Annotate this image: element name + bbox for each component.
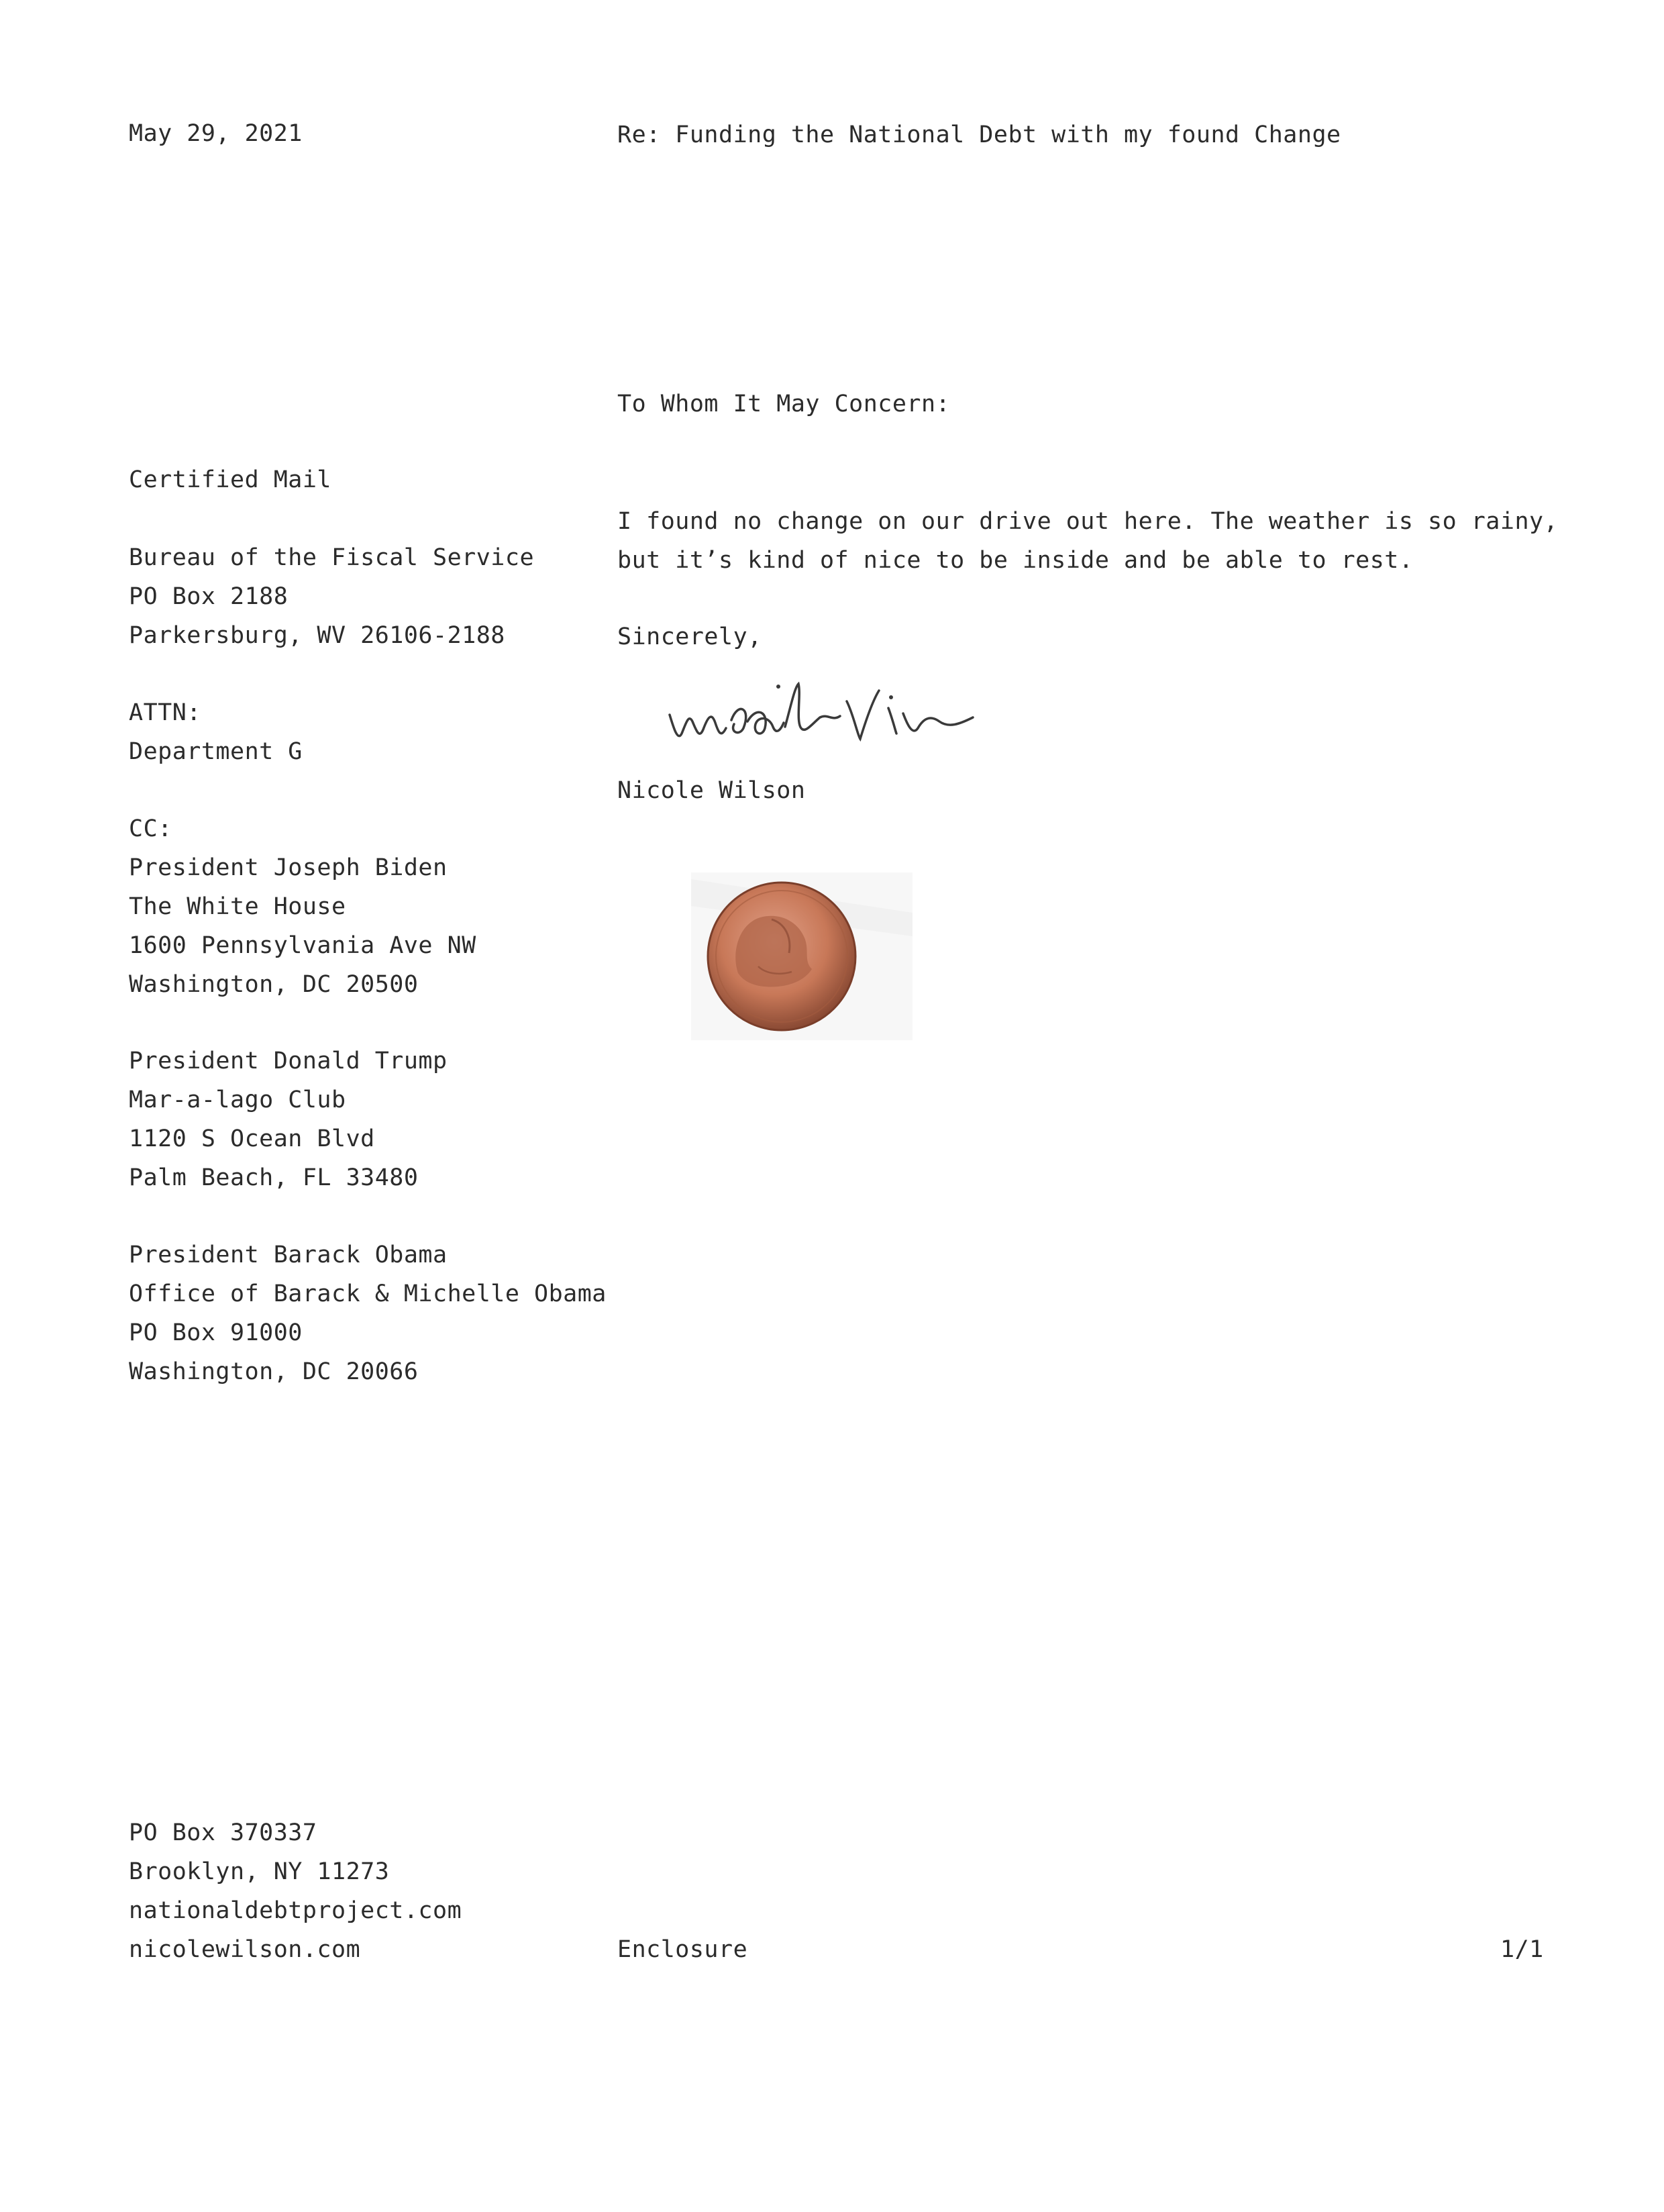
- page-number: 1/1: [1500, 1936, 1544, 1963]
- recipient-address-line: PO Box 2188: [129, 583, 289, 610]
- letter-date: May 29, 2021: [129, 120, 303, 147]
- recipient-address: [129, 538, 534, 655]
- cc-line: Mar-a-lago Club: [129, 1087, 346, 1113]
- sender-contact: [129, 1813, 462, 1969]
- cc-line: Palm Beach, FL 33480: [129, 1164, 419, 1191]
- closing: Sincerely,: [617, 623, 762, 650]
- cc-label: CC:: [129, 815, 172, 842]
- signature: [664, 674, 986, 755]
- salutation: To Whom It May Concern:: [617, 391, 951, 417]
- cc-line: Washington, DC 20500: [129, 971, 419, 998]
- recipient-address-line: Parkersburg, WV 26106-2188: [129, 622, 505, 649]
- cc-block: [129, 809, 476, 1004]
- cc-recipient-3: [129, 1236, 607, 1391]
- cc-line: 1120 S Ocean Blvd: [129, 1125, 375, 1152]
- enclosure-label: Enclosure: [617, 1936, 748, 1963]
- cc-recipient-2: [129, 1042, 448, 1197]
- cc-line: Office of Barack & Michelle Obama: [129, 1280, 607, 1307]
- letter-body: [617, 502, 1558, 580]
- attn-label: ATTN:: [129, 699, 201, 726]
- cc-line: Washington, DC 20066: [129, 1358, 419, 1385]
- cc-line: President Donald Trump: [129, 1048, 448, 1074]
- cc-line: PO Box 91000: [129, 1319, 303, 1346]
- sender-name: Nicole Wilson: [617, 777, 806, 804]
- attn-value: Department G: [129, 738, 303, 765]
- attn-block: [129, 693, 303, 771]
- subject-line: Re: Funding the National Debt with my found Change: [617, 121, 1341, 148]
- sender-contact-line: nationaldebtproject.com: [129, 1897, 462, 1924]
- penny-image: [691, 872, 913, 1040]
- sender-contact-line: PO Box 370337: [129, 1819, 317, 1846]
- cc-line: 1600 Pennsylvania Ave NW: [129, 932, 476, 959]
- certified-mail-label: Certified Mail: [129, 466, 332, 493]
- body-line: but it’s kind of nice to be inside and be able to rest.: [617, 547, 1414, 574]
- cc-line: President Joseph Biden: [129, 854, 448, 881]
- cc-line: The White House: [129, 893, 346, 920]
- sender-contact-line: nicolewilson.com: [129, 1936, 361, 1963]
- sender-contact-line: Brooklyn, NY 11273: [129, 1858, 390, 1885]
- cc-line: President Barack Obama: [129, 1242, 448, 1268]
- recipient-address-line: Bureau of the Fiscal Service: [129, 544, 535, 571]
- body-line: I found no change on our drive out here. The weather is so rainy,: [617, 508, 1559, 535]
